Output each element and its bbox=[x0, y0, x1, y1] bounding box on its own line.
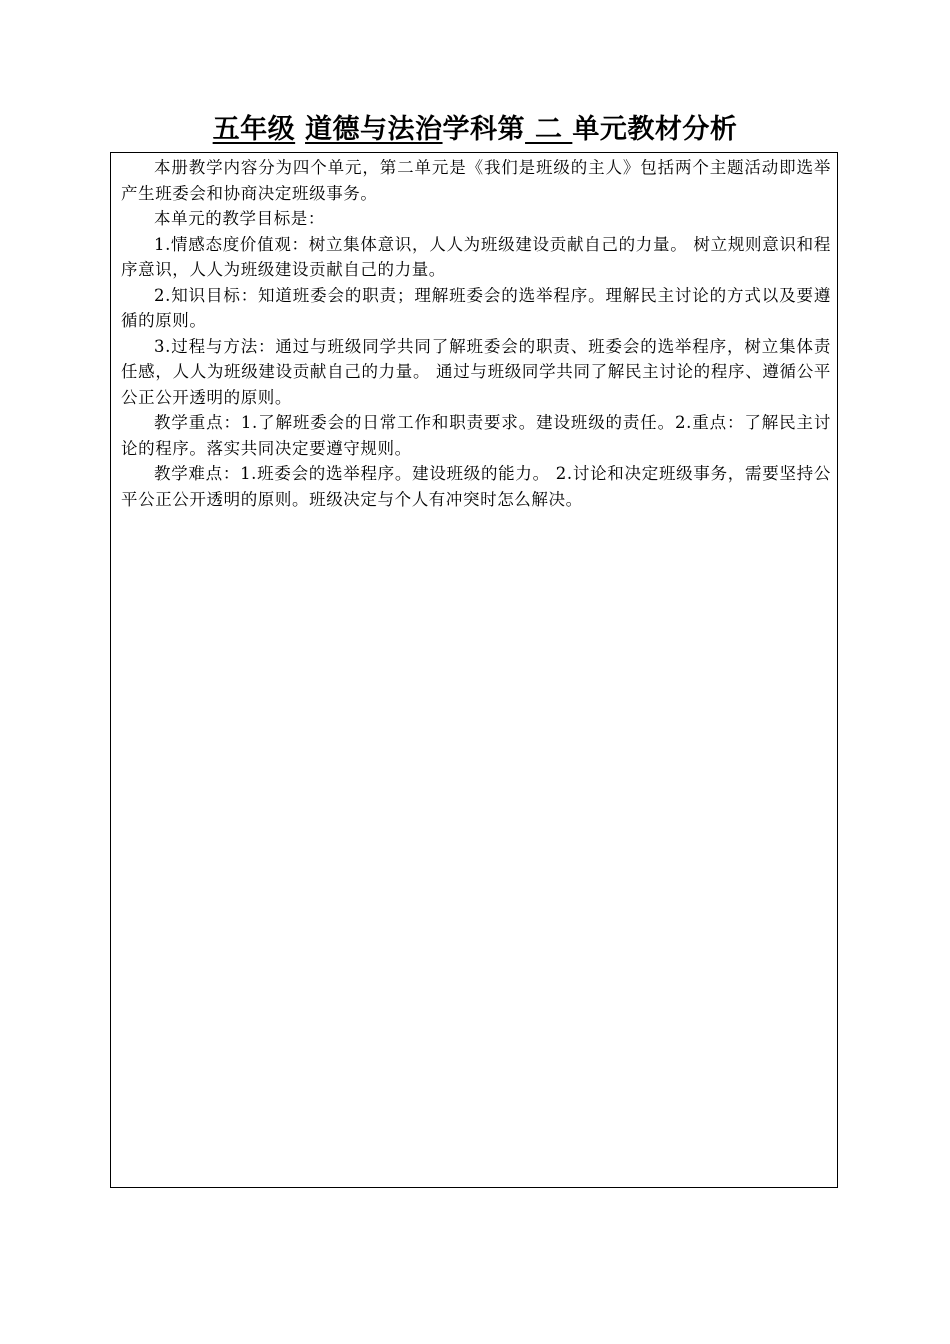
paragraph-goal-attitude: 1.情感态度价值观：树立集体意识，人人为班级建设贡献自己的力量。 树立规则意识和程序意识，人人为班级建设贡献自己的力量。 bbox=[121, 234, 831, 279]
paragraph-difficult-points: 教学难点：1.班委会的选举程序。建设班级的能力。 2.讨论和决定班级事务，需要坚持公平公正公开透明的原则。班级决定与个人有冲突时怎么解决。 bbox=[121, 464, 831, 509]
analysis-content bbox=[121, 155, 831, 512]
title-subject-suffix: 学科第 bbox=[442, 114, 526, 145]
paragraph-goals-heading: 本单元的教学目标是： bbox=[154, 209, 325, 228]
title-subject: 道德与法治 bbox=[305, 114, 443, 145]
title-grade: 五年级 bbox=[212, 114, 296, 145]
paragraph-intro: 本册教学内容分为四个单元，第二单元是《我们是班级的主人》包括两个主题活动即选举产生班委会和协商决定班级事务。 bbox=[121, 158, 831, 203]
paragraph-key-points: 教学重点：1.了解班委会的日常工作和职责要求。建设班级的责任。2.重点：了解民主讨论的程序。落实共同决定要遵守规则。 bbox=[121, 413, 831, 458]
paragraph-goal-process: 3.过程与方法：通过与班级同学共同了解班委会的职责、班委会的选举程序，树立集体责任感，人人为班级建设贡献自己的力量。 通过与班级同学共同了解民主讨论的程序、遵循公平公正公开透明的原则。 bbox=[121, 336, 831, 407]
title-rest: 单元教材分析 bbox=[572, 114, 738, 145]
title-unit: 二 bbox=[525, 114, 573, 145]
paragraph-goal-knowledge: 2.知识目标：知道班委会的职责；理解班委会的选举程序。理解民主讨论的方式以及要遵循的原则。 bbox=[121, 285, 831, 330]
analysis-table-cell bbox=[110, 152, 838, 1188]
title-gap bbox=[295, 114, 305, 145]
page-title bbox=[0, 113, 950, 147]
